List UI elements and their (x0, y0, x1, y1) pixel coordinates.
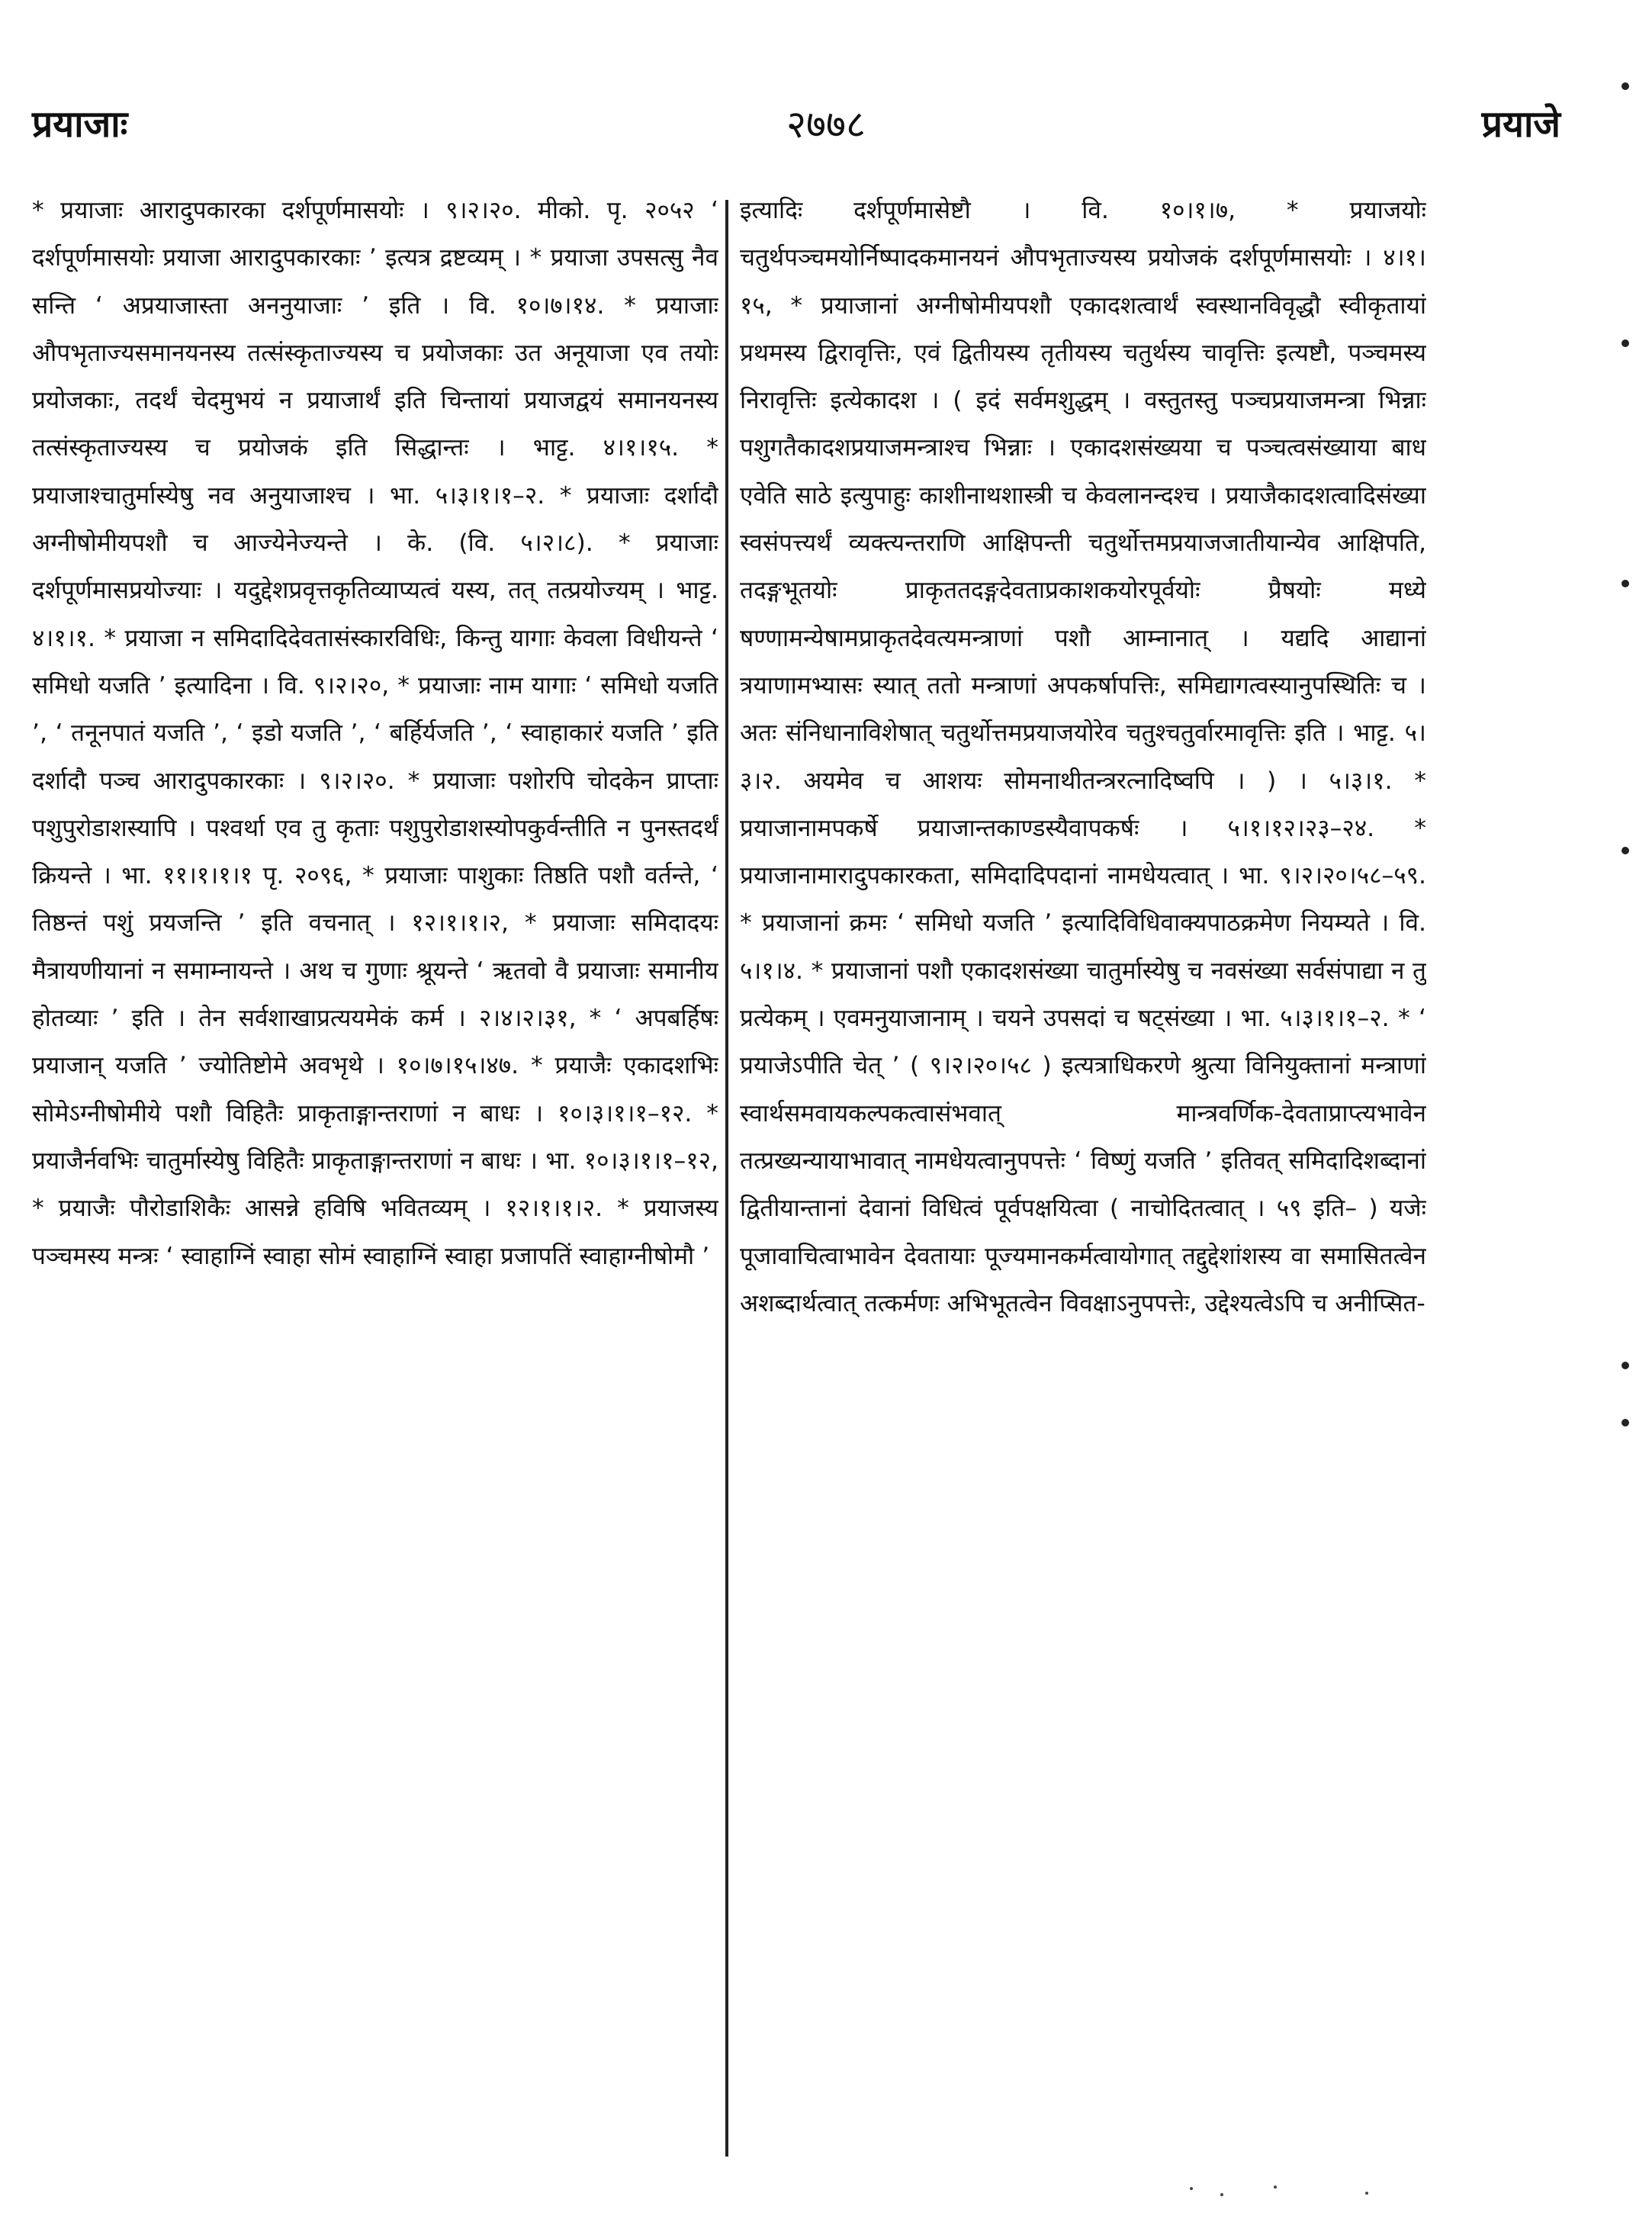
margin-speck (1621, 1362, 1629, 1369)
margin-speck (1621, 847, 1629, 854)
text-column-left: * प्रयाजाः आरादुपकारका दर्शपूर्णमासयोः । ९।२।२०. मीको. पृ. २०५२ ‘ दर्शपूर्णमासयोः प्रयाजा आरादुपकारकाः ’ इत्यत्र द्रष्टव्यम् । * प्रयाजा उपसत्सु नैव सन्ति ‘ अप्रयाजास्ता अननुयाजाः ’ इति । वि. १०।७।१४. * प्रयाजाः औपभृताज्यसमानयनस्य तत्संस्कृताज्यस्य च प्रयोजकाः उत अनूयाजा एव तयोः प्रयोजकाः, तदर्थं चेदमुभयं न प्रयाजार्थं इति चिन्तायां प्रयाजद्वयं समानयनस्य तत्संस्कृताज्यस्य च प्रयोजकं इति सिद्धान्तः । भाट्ट. ४।१।१५. * प्रयाजाश्चातुर्मास्येषु नव अनुयाजाश्च । भा. ५।३।१।१–२. * प्रयाजाः दर्शादौ अग्नीषोमीयपशौ च आज्येनेज्यन्ते । के. (वि. ५।२।८). * प्रयाजाः दर्शपूर्णमासप्रयोज्याः । यदुद्देशप्रवृत्तकृतिव्याप्यत्वं यस्य, तत् तत्प्रयोज्यम् । भाट्ट. ४।१।१. * प्रयाजा न समिदादिदेवतासंस्कारविधिः, किन्तु यागाः केवला विधीयन्ते ‘ समिधो यजति ’ इत्यादिना । वि. ९।२।२०, * प्रयाजाः नाम यागाः ‘ समिधो यजति ’, ‘ तनूनपातं यजति ’, ‘ इडो यजति ’, ‘ बर्हिर्यजति ’, ‘ स्वाहाकारं यजति ’ इति दर्शादौ पञ्च आरादुपकारकाः । ९।२।२०. * प्रयाजाः पशोरपि चोदकेन प्राप्ताः पशुपुरोडाशस्यापि । पश्वर्था एव तु कृताः पशुपुरोडाशस्योपकुर्वन्तीति न पुनस्तदर्थं क्रियन्ते । भा. ११।१।१।१ पृ. २०९६, * प्रयाजाः पाशुकाः तिष्ठति पशौ वर्तन्ते, ‘ तिष्ठन्तं पशुं प्रयजन्ति ’ इति वचनात् । १२।१।१।२, * प्रयाजाः समिदादयः मैत्रायणीयानां न समाम्नायन्ते । अथ च गुणाः श्रूयन्ते ‘ ऋतवो वै प्रयाजाः समानीय होतव्याः ’ इति । तेन सर्वशाखाप्रत्ययमेकं कर्म । २।४।२।३१, * ‘ अपबर्हिषः प्रयाजान् यजति ’ ज्योतिष्टोमे अवभृथे । १०।७।१५।४७. * प्रयाजैः एकादशभिः सोमेऽग्नीषोमीये पशौ विहितैः प्राकृताङ्गान्तराणां न बाधः । १०।३।१।१–१२. * प्रयाजैर्नवभिः चातुर्मास्येषु विहितैः प्राकृताङ्गान्तराणां न बाधः । भा. १०।३।१।१–१२, * प्रयाजैः पौरोडाशिकैः आसन्ने हविषि भवितव्यम् । १२।१।१।२. * प्रयाजस्य पञ्चमस्य मन्त्रः ‘ स्वाहाग्निं स्वाहा सोमं स्वाहाग्निं स्वाहा प्रजापतिं स्वाहाग्नीषोमौ ’ (32, 197, 718, 1270)
scan-speck (1365, 2192, 1368, 2195)
scan-specks (1190, 2178, 1419, 2201)
margin-speck (1621, 82, 1629, 90)
running-head-left: प्रयाजाः (32, 103, 128, 146)
margin-speck (1621, 339, 1629, 347)
scan-speck (1274, 2186, 1277, 2189)
page-number: २७७८ (786, 102, 866, 146)
text-column-right: इत्यादिः दर्शपूर्णमासेष्टौ । वि. १०।१।७, * प्रयाजयोः चतुर्थपञ्चमयोर्निष्पादकमानयनं औपभृताज्यस्य प्रयोजकं दर्शपूर्णमासयोः । ४।१।१५, * प्रयाजानां अग्नीषोमीयपशौ एकादशत्वार्थं स्वस्थानविवृद्धौ स्वीकृतायां प्रथमस्य द्विरावृत्तिः, एवं द्वितीयस्य तृतीयस्य चतुर्थस्य चावृत्तिः इत्यष्टौ, पञ्चमस्य निरावृत्तिः इत्येकादश । ( इदं सर्वमशुद्धम् । वस्तुतस्तु पञ्चप्रयाजमन्त्रा भिन्नाः पशुगतैकादशप्रयाजमन्त्राश्च भिन्नाः । एकादशसंख्यया च पञ्चत्वसंख्याया बाध एवेति साठे इत्युपाहुः काशीनाथशास्त्री च केवलानन्दश्च । प्रयाजैकादशत्वादिसंख्या स्वसंपत्त्यर्थं व्यक्त्यन्तराणि आक्षिपन्ती चतुर्थोत्तमप्रयाजजातीयान्येव आक्षिपति, तदङ्गभूतयोः प्राकृततदङ्गदेवताप्रकाशकयोरपूर्वयोः प्रैषयोः मध्ये षण्णामन्येषामप्राकृतदेवत्यमन्त्राणां पशौ आम्नानात् । यद्यदि आद्यानां त्रयाणामभ्यासः स्यात् ततो मन्त्राणां अपकर्षापत्तिः, समिद्यागत्वस्यानुपस्थितिः च । अतः संनिधानाविशेषात् चतुर्थोत्तमप्रयाजयोरेव चतुश्चतुर्वारमावृत्तिः इति । भाट्ट. ५।३।२. अयमेव च आशयः सोमनाथीतन्त्ररत्नादिष्वपि । ) । ५।३।१. * प्रयाजानामपकर्षे प्रयाजान्तकाण्डस्यैवापकर्षः । ५।१।१२।२३–२४. * प्रयाजानामारादुपकारकता, समिदादिपदानां नामधेयत्वात् । भा. ९।२।२०।५८–५९. * प्रयाजानां क्रमः ‘ समिधो यजति ’ इत्यादिविधिवाक्यपाठक्रमेण नियम्यते । वि. ५।१।४. * प्रयाजानां पशौ एकादशसंख्या चातुर्मास्येषु च नवसंख्या सर्वसंपाद्या न तु प्रत्येकम् । एवमनुयाजानाम् । चयने उपसदां च षट्संख्या । भा. ५।३।१।१–२. * ‘ प्रयाजेऽपीति चेत् ’ ( ९।२।२०।५८ ) इत्यत्राधिकरणे श्रुत्या विनियुक्तानां मन्त्राणां स्वार्थसमवायकल्पकत्वासंभवात् मान्त्रवर्णिक-देवताप्राप्त्यभावेन तत्प्रख्यन्यायाभावात् नामधेयत्वानुपपत्तेः ‘ विष्णुं यजति ’ इतिवत् समिदादिशब्दानां द्वितीयान्तानां देवानां विधित्वं पूर्वपक्षयित्वा ( नाचोदितत्वात् । ५९ इति– ) यजेः पूजावाचित्वाभावेन देवतायाः पूज्यमानकर्मत्वायोगात् तद्दुद्देशांशस्य वा समासितत्वेन अशब्दार्थत्वात् तत्कर्मणः अभिभूतत्वेन विवक्षाऽनुपपत्तेः, उद्देश्यत्वेऽपि च अनीप्सित- (740, 197, 1426, 1317)
scan-speck (1220, 2193, 1223, 2196)
column-divider (725, 200, 728, 2157)
running-head-right: प्रयाजे (1481, 103, 1560, 146)
page-header (0, 90, 1652, 159)
scan-speck (1190, 2187, 1193, 2190)
margin-speck (1621, 1419, 1629, 1427)
margin-marks (1606, 0, 1652, 2213)
margin-speck (1621, 580, 1629, 587)
